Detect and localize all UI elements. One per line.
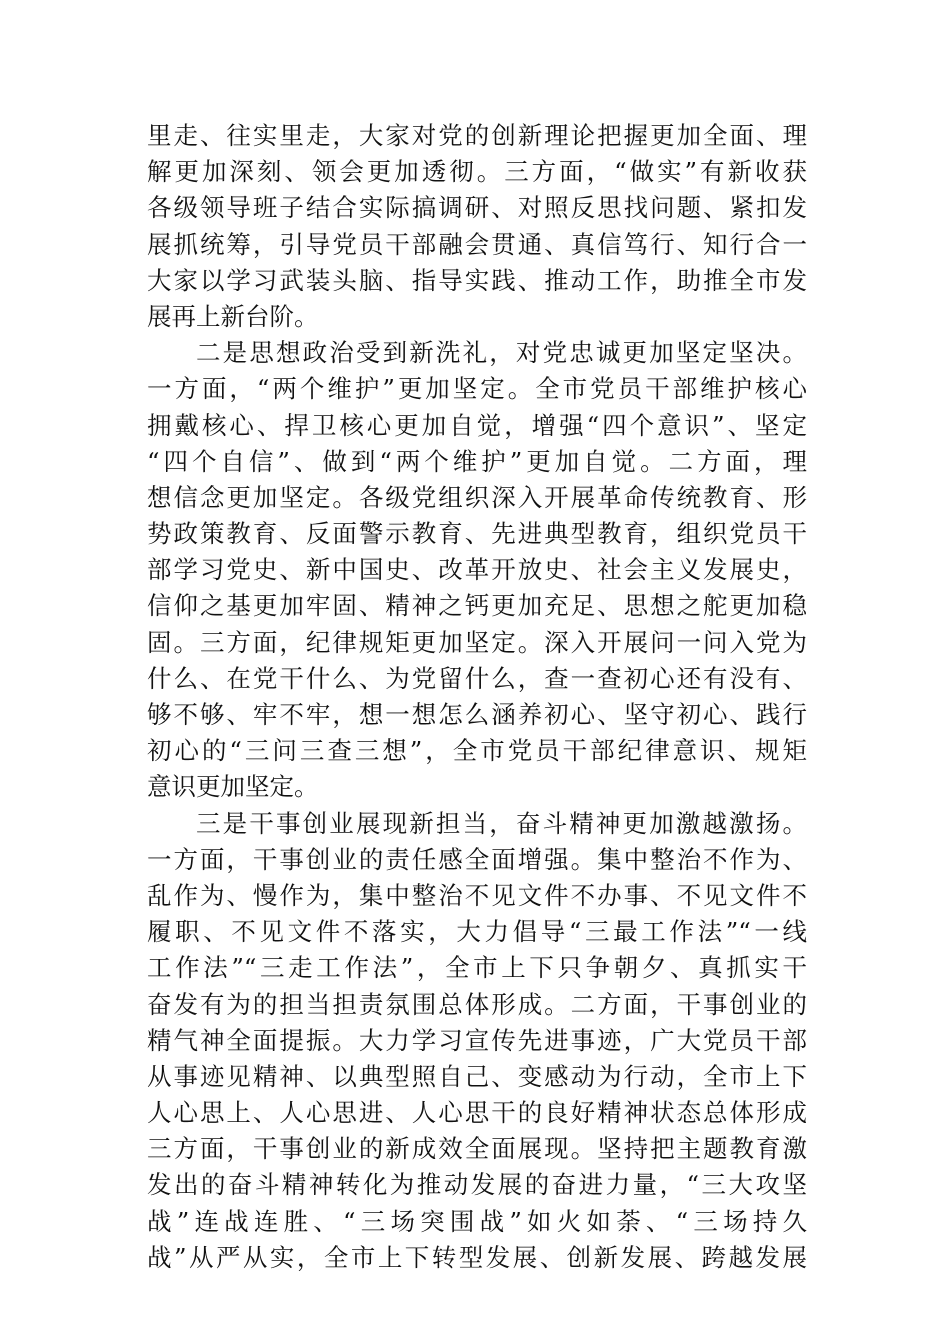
text-line: 里走、往实里走，大家对党的创新理论把握更加全面、理 [147, 121, 807, 150]
text-line: 一方面，干事创业的责任感全面增强。集中整治不作为、 [147, 844, 807, 874]
text-line: 解更加深刻、领会更加透彻。三方面，“做实”有新收获 [147, 157, 807, 187]
text-line: 战”连战连胜、“三场突围战”如火如荼、“三场持久 [147, 1206, 807, 1236]
paragraph-first-line: 二是思想政治受到新洗礼，对党忠诚更加坚定坚决。 [196, 338, 807, 368]
text-line: 奋发有为的担当担责氛围总体形成。二方面，干事创业的 [147, 989, 807, 1019]
text-line: 发出的奋斗精神转化为推动发展的奋进力量，“三大攻坚 [147, 1170, 807, 1200]
text-line: 固。三方面，纪律规矩更加坚定。深入开展问一问入党为 [147, 627, 807, 657]
document-body-text [147, 118, 807, 1276]
text-line: 想信念更加坚定。各级党组织深入开展革命传统教育、形 [147, 482, 807, 512]
text-line: 意识更加坚定。 [147, 772, 319, 802]
text-line: 各级领导班子结合实际搞调研、对照反思找问题、紧扣发 [147, 193, 807, 223]
text-line: 战”从严从实，全市上下转型发展、创新发展、跨越发展 [147, 1242, 807, 1272]
text-line: 三方面，干事创业的新成效全面展现。坚持把主题教育激 [147, 1134, 807, 1164]
text-line: 乱作为、慢作为，集中整治不见文件不办事、不见文件不 [147, 880, 807, 910]
text-line: 人心思上、人心思进、人心思干的良好精神状态总体形成 [147, 1098, 807, 1128]
text-line: 履职、不见文件不落实，大力倡导“三最工作法”“一线 [147, 917, 807, 947]
text-line: 精气神全面提振。大力学习宣传先进事迹，广大党员干部 [147, 1025, 807, 1055]
paragraph-first-line: 三是干事创业展现新担当，奋斗精神更加激越激扬。 [196, 808, 807, 838]
text-line: 拥戴核心、捍卫核心更加自觉，增强“四个意识”、坚定 [147, 410, 807, 440]
text-line: 够不够、牢不牢，想一想怎么涵养初心、坚守初心、践行 [147, 700, 807, 729]
text-line: 信仰之基更加牢固、精神之钙更加充足、思想之舵更加稳 [147, 591, 807, 621]
text-line: 势政策教育、反面警示教育、先进典型教育，组织党员干 [147, 519, 807, 549]
text-line: 从事迹见精神、以典型照自己、变感动为行动，全市上下 [147, 1061, 807, 1091]
text-line: 部学习党史、新中国史、改革开放史、社会主义发展史， [147, 555, 807, 585]
text-line: 工作法”“三走工作法”，全市上下只争朝夕、真抓实干 [147, 953, 807, 983]
text-line: 初心的“三问三查三想”，全市党员干部纪律意识、规矩 [147, 736, 807, 766]
text-line: 一方面，“两个维护”更加坚定。全市党员干部维护核心 [147, 374, 807, 404]
text-line: 什么、在党干什么、为党留什么，查一查初心还有没有、 [147, 663, 807, 693]
text-line: 展抓统筹，引导党员干部融会贯通、真信笃行、知行合一 [147, 229, 807, 259]
text-line: “四个自信”、做到“两个维护”更加自觉。二方面，理 [147, 446, 807, 476]
text-line: 展再上新台阶。 [147, 301, 319, 331]
text-line: 大家以学习武装头脑、指导实践、推动工作，助推全市发 [147, 265, 807, 295]
